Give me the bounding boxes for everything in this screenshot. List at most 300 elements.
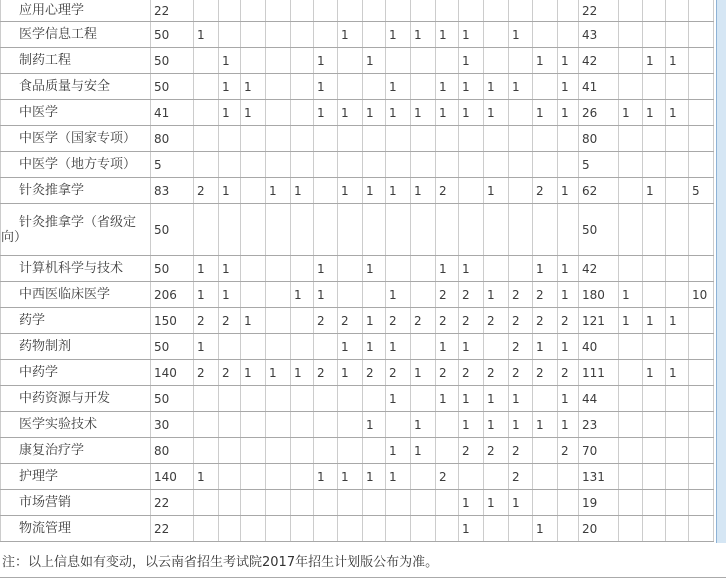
value-cell [484,22,509,48]
value-cell: 62 [579,178,619,204]
value-cell [219,516,241,542]
value-cell [436,438,459,464]
value-cell [689,464,714,490]
value-cell: 121 [579,308,619,334]
value-cell [194,152,219,178]
table-row [1,464,714,490]
value-cell [643,386,666,412]
value-cell: 1 [363,308,386,334]
value-cell [459,204,484,256]
value-cell [666,334,689,360]
value-cell: 1 [436,334,459,360]
value-cell [314,204,338,256]
value-cell: 1 [436,22,459,48]
value-cell: 80 [579,126,619,152]
value-cell [411,282,436,308]
value-cell [266,0,291,22]
value-cell: 1 [459,334,484,360]
value-cell: 42 [579,256,619,282]
major-name-cell: 康复治疗学 [1,438,151,464]
value-cell [338,152,363,178]
table-row [1,126,714,152]
table-row [1,204,714,256]
value-cell: 1 [666,48,689,74]
value-cell [266,152,291,178]
value-cell [558,204,579,256]
value-cell: 1 [459,386,484,412]
value-cell [509,516,533,542]
value-cell: 2 [533,308,558,334]
value-cell [643,204,666,256]
value-cell [533,438,558,464]
major-name-cell: 食品质量与安全 [1,74,151,100]
major-name-cell: 中药学 [1,360,151,386]
value-cell [643,0,666,22]
value-cell [266,438,291,464]
value-cell: 1 [291,178,314,204]
value-cell [666,152,689,178]
value-cell: 111 [579,360,619,386]
major-name-cell: 中药资源与开发 [1,386,151,412]
value-cell: 1 [558,282,579,308]
value-cell: 1 [484,386,509,412]
value-cell: 1 [484,282,509,308]
value-cell: 2 [436,178,459,204]
value-cell: 50 [151,74,194,100]
value-cell [666,464,689,490]
value-cell: 2 [533,360,558,386]
value-cell: 1 [363,334,386,360]
value-cell: 2 [194,360,219,386]
value-cell [411,256,436,282]
value-cell: 23 [579,412,619,438]
value-cell [689,204,714,256]
value-cell [291,204,314,256]
value-cell: 1 [533,412,558,438]
value-cell [363,204,386,256]
value-cell [194,204,219,256]
value-cell [619,386,643,412]
value-cell: 1 [219,100,241,126]
value-cell [666,438,689,464]
value-cell: 1 [194,464,219,490]
value-cell [219,0,241,22]
value-cell [484,516,509,542]
value-cell [241,490,266,516]
value-cell [363,126,386,152]
major-name-cell: 医学实验技术 [1,412,151,438]
value-cell: 19 [579,490,619,516]
value-cell: 1 [666,308,689,334]
value-cell: 1 [533,256,558,282]
value-cell [459,178,484,204]
value-cell [643,412,666,438]
value-cell: 1 [194,256,219,282]
value-cell [689,334,714,360]
value-cell [386,48,411,74]
value-cell: 2 [338,308,363,334]
table-row [1,412,714,438]
value-cell [533,386,558,412]
value-cell [484,0,509,22]
value-cell: 1 [194,282,219,308]
value-cell: 2 [509,464,533,490]
value-cell [291,22,314,48]
value-cell [666,490,689,516]
value-cell: 2 [386,308,411,334]
value-cell [558,490,579,516]
value-cell [643,438,666,464]
value-cell: 2 [509,334,533,360]
value-cell [689,386,714,412]
value-cell [411,204,436,256]
value-cell: 1 [241,360,266,386]
value-cell: 2 [436,282,459,308]
value-cell [484,48,509,74]
value-cell: 50 [151,48,194,74]
value-cell [484,204,509,256]
major-name-cell: 中西医临床医学 [1,282,151,308]
value-cell [338,126,363,152]
value-cell: 50 [151,22,194,48]
value-cell [291,490,314,516]
major-name-cell: 药学 [1,308,151,334]
value-cell [619,22,643,48]
value-cell [338,282,363,308]
value-cell [266,282,291,308]
value-cell [619,412,643,438]
table-row [1,438,714,464]
value-cell: 1 [241,74,266,100]
value-cell [266,100,291,126]
table-row [1,334,714,360]
value-cell [643,74,666,100]
value-cell [338,516,363,542]
value-cell: 1 [436,100,459,126]
value-cell: 5 [689,178,714,204]
value-cell [314,386,338,412]
value-cell: 40 [579,334,619,360]
table-row [1,282,714,308]
value-cell: 2 [363,360,386,386]
value-cell: 2 [509,308,533,334]
value-cell: 1 [643,360,666,386]
table-row [1,360,714,386]
value-cell [436,0,459,22]
value-cell [386,204,411,256]
value-cell [241,126,266,152]
value-cell: 1 [338,360,363,386]
value-cell [314,438,338,464]
value-cell: 1 [619,282,643,308]
value-cell [363,282,386,308]
value-cell [558,152,579,178]
value-cell [619,0,643,22]
value-cell: 1 [558,178,579,204]
value-cell: 2 [459,282,484,308]
value-cell: 1 [291,282,314,308]
value-cell [411,490,436,516]
value-cell [363,386,386,412]
value-cell [266,74,291,100]
value-cell: 1 [194,22,219,48]
value-cell: 2 [459,438,484,464]
value-cell [509,48,533,74]
value-cell [619,204,643,256]
value-cell: 1 [459,74,484,100]
value-cell: 50 [151,204,194,256]
value-cell [291,100,314,126]
value-cell: 1 [533,48,558,74]
value-cell [689,490,714,516]
value-cell: 1 [363,100,386,126]
value-cell [666,126,689,152]
value-cell [338,412,363,438]
value-cell [436,204,459,256]
value-cell [619,178,643,204]
value-cell [533,490,558,516]
value-cell: 2 [484,308,509,334]
value-cell [291,464,314,490]
value-cell: 1 [411,100,436,126]
value-cell [266,386,291,412]
major-name-cell: 护理学 [1,464,151,490]
table-row [1,100,714,126]
value-cell [666,256,689,282]
value-cell: 1 [666,100,689,126]
value-cell [643,464,666,490]
value-cell: 1 [338,100,363,126]
value-cell [436,126,459,152]
value-cell: 1 [533,334,558,360]
value-cell [689,126,714,152]
table-row [1,0,714,22]
value-cell [338,204,363,256]
table-row [1,256,714,282]
value-cell [619,74,643,100]
value-cell [241,204,266,256]
value-cell [266,48,291,74]
value-cell: 1 [314,464,338,490]
value-cell [643,516,666,542]
value-cell [241,334,266,360]
value-cell: 83 [151,178,194,204]
value-cell: 1 [386,100,411,126]
value-cell [194,74,219,100]
value-cell: 1 [241,100,266,126]
value-cell [266,490,291,516]
value-cell: 1 [436,386,459,412]
value-cell: 1 [558,256,579,282]
value-cell: 2 [558,438,579,464]
value-cell [436,516,459,542]
value-cell: 2 [484,360,509,386]
value-cell [291,256,314,282]
value-cell [689,22,714,48]
major-name-cell: 中医学（国家专项） [1,126,151,152]
value-cell [219,22,241,48]
value-cell: 1 [266,360,291,386]
value-cell [411,74,436,100]
value-cell: 206 [151,282,194,308]
value-cell [558,22,579,48]
value-cell [338,0,363,22]
value-cell [241,412,266,438]
value-cell [363,22,386,48]
value-cell [509,256,533,282]
value-cell: 1 [266,178,291,204]
value-cell: 50 [579,204,619,256]
value-cell [509,204,533,256]
value-cell [219,152,241,178]
value-cell [509,152,533,178]
value-cell [484,256,509,282]
value-cell [619,256,643,282]
value-cell [459,0,484,22]
value-cell [363,438,386,464]
major-name-cell: 应用心理学 [1,0,151,22]
value-cell: 1 [459,100,484,126]
value-cell [689,100,714,126]
value-cell [386,126,411,152]
value-cell: 1 [363,464,386,490]
value-cell [411,0,436,22]
value-cell: 1 [314,48,338,74]
value-cell [558,464,579,490]
value-cell [558,516,579,542]
value-cell: 2 [459,308,484,334]
value-cell [194,48,219,74]
value-cell: 1 [436,256,459,282]
value-cell: 22 [151,516,194,542]
value-cell: 42 [579,48,619,74]
value-cell [219,204,241,256]
value-cell [241,438,266,464]
value-cell: 1 [411,178,436,204]
value-cell [509,0,533,22]
value-cell [266,126,291,152]
value-cell: 5 [579,152,619,178]
value-cell: 1 [386,178,411,204]
value-cell: 44 [579,386,619,412]
value-cell [484,152,509,178]
value-cell [643,126,666,152]
value-cell: 150 [151,308,194,334]
value-cell: 1 [219,256,241,282]
value-cell: 2 [533,178,558,204]
value-cell [411,334,436,360]
major-name-cell: 中医学 [1,100,151,126]
value-cell: 2 [436,360,459,386]
value-cell: 2 [386,360,411,386]
value-cell: 1 [666,360,689,386]
value-cell [459,152,484,178]
value-cell [338,438,363,464]
value-cell: 2 [459,360,484,386]
table-row [1,178,714,204]
value-cell: 1 [436,74,459,100]
value-cell: 80 [151,126,194,152]
value-cell [436,152,459,178]
value-cell: 1 [314,282,338,308]
value-cell: 1 [386,464,411,490]
value-cell: 1 [386,22,411,48]
value-cell: 1 [459,256,484,282]
value-cell: 2 [219,360,241,386]
major-name-cell: 制药工程 [1,48,151,74]
value-cell [533,464,558,490]
value-cell: 140 [151,464,194,490]
major-name-cell: 中医学（地方专项） [1,152,151,178]
value-cell: 1 [386,282,411,308]
value-cell: 1 [314,256,338,282]
value-cell [643,334,666,360]
value-cell [241,464,266,490]
value-cell [194,412,219,438]
value-cell [194,126,219,152]
value-cell: 1 [643,100,666,126]
value-cell [219,126,241,152]
value-cell [241,178,266,204]
value-cell [619,126,643,152]
bottom-divider [0,577,726,578]
value-cell: 1 [411,360,436,386]
value-cell [338,386,363,412]
value-cell [689,256,714,282]
value-cell [436,490,459,516]
value-cell: 1 [386,438,411,464]
value-cell [689,74,714,100]
value-cell [194,490,219,516]
table-row [1,516,714,542]
value-cell: 140 [151,360,194,386]
value-cell: 1 [459,412,484,438]
value-cell [314,490,338,516]
value-cell [219,464,241,490]
value-cell [436,48,459,74]
value-cell [666,22,689,48]
value-cell: 1 [363,178,386,204]
value-cell [291,516,314,542]
table-row [1,22,714,48]
value-cell [558,0,579,22]
value-cell [509,178,533,204]
right-edge-strip [716,0,726,543]
value-cell [194,386,219,412]
value-cell [338,490,363,516]
value-cell [291,126,314,152]
value-cell [266,308,291,334]
value-cell: 1 [338,334,363,360]
major-name-cell: 针灸推拿学 [1,178,151,204]
value-cell: 180 [579,282,619,308]
value-cell [558,126,579,152]
value-cell: 5 [151,152,194,178]
value-cell [386,0,411,22]
value-cell [411,516,436,542]
value-cell [533,22,558,48]
value-cell: 1 [219,282,241,308]
value-cell [314,516,338,542]
value-cell [291,334,314,360]
value-cell: 1 [484,74,509,100]
value-cell: 1 [219,48,241,74]
value-cell [619,334,643,360]
value-cell [619,152,643,178]
value-cell: 1 [558,334,579,360]
table-row [1,308,714,334]
value-cell: 1 [241,308,266,334]
